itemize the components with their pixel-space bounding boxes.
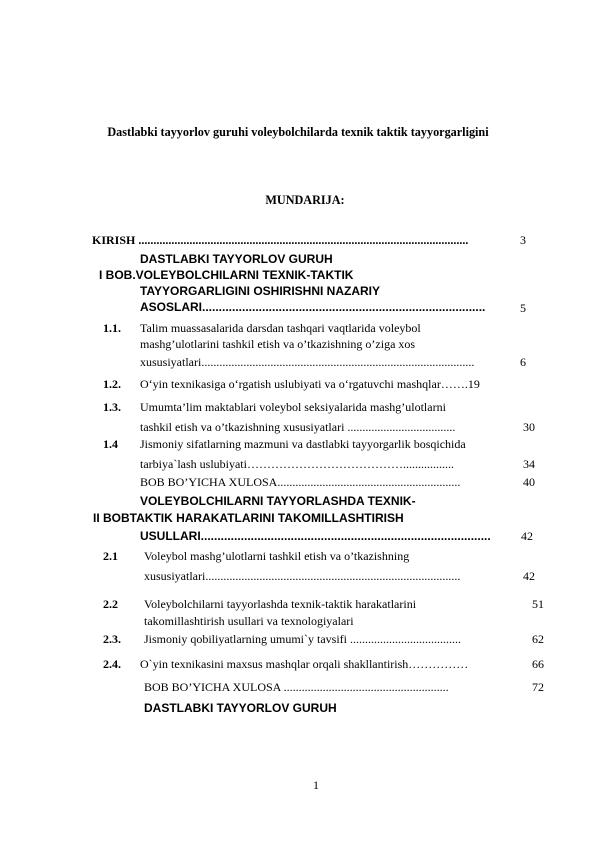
toc-section-2-4-page: 66 bbox=[532, 657, 544, 671]
toc-intro: KIRISH .............................................................................................................. bbox=[92, 233, 469, 247]
toc-intro-page: 3 bbox=[520, 233, 526, 247]
toc-section-2-2-line1: Voleybolchilarni tayyorlashda texnik-taktik harakatlarini bbox=[144, 597, 417, 611]
toc-section-1-1-page: 6 bbox=[520, 355, 526, 369]
toc-chapter1-page: 5 bbox=[520, 301, 526, 315]
toc-section-1-2-line1: O‘yin texnikasiga o‘rgatish uslubiyati va o‘rgatuvchi mashqlar…….19 bbox=[140, 377, 480, 391]
toc-chapter1-line3: TAYYORGARLIGINI OSHIRISHNI NAZARIY bbox=[140, 284, 381, 298]
toc-section-1-2-number: 1.2. bbox=[103, 377, 121, 391]
toc-section-1-1-line2: mashg’ulotlarini tashkil etish va o’tkazishning o’ziga xos bbox=[140, 337, 416, 351]
toc-chapter2-conclusion-page: 72 bbox=[532, 680, 544, 694]
toc-section-1-3-line2: tashkil etish va o’tkazishning xususiyatlari .................................... bbox=[140, 420, 456, 434]
toc-section-2-2-line2: takomillashtirish usullari va texnologiyalari bbox=[144, 614, 354, 628]
toc-chapter2-line3: USULLARI....................................................................................... bbox=[140, 529, 491, 543]
toc-section-2-1-line2: xususiyatlari..................................................................................... bbox=[144, 569, 461, 583]
toc-section-1-4-number: 1.4 bbox=[103, 437, 118, 451]
page-number: 1 bbox=[313, 778, 319, 792]
toc-section-2-1-line1: Voleybol mashg’ulotlarni tashkil etish va o’tkazishning bbox=[144, 549, 410, 563]
toc-section-1-3-line1: Umumta’lim maktablari voleybol seksiyalarida mashg’ulotlarni bbox=[140, 400, 446, 414]
toc-section-1-1-line3: xususiyatlari........................................................................................... bbox=[140, 355, 475, 369]
toc-chapter3-line1: DASTLABKI TAYYORLOV GURUH bbox=[144, 701, 337, 715]
toc-section-2-1-number: 2.1 bbox=[103, 549, 118, 563]
document-title: Dastlabki tayyorlov guruhi voleybolchilarda texnik taktik tayyorgarligini bbox=[107, 125, 489, 139]
toc-section-1-4-line1: Jismoniy sifatlarning mazmuni va dastlabki tayyorgarlik bosqichida bbox=[140, 437, 466, 451]
toc-chapter2-page: 42 bbox=[521, 529, 533, 543]
toc-section-1-3-number: 1.3. bbox=[103, 400, 121, 414]
toc-section-1-1-number: 1.1. bbox=[103, 321, 121, 335]
toc-section-1-1-line1: Talim muassasalarida darsdan tashqari vaqtlarida voleybol bbox=[140, 321, 421, 335]
toc-section-2-3-number: 2.3. bbox=[103, 632, 121, 646]
toc-chapter1-conclusion: BOB BO’YICHA XULOSA............................................................. bbox=[140, 475, 461, 489]
toc-section-2-2-number: 2.2 bbox=[103, 597, 118, 611]
toc-section-2-3-line1: Jismoniy qobiliyatlarning umumi`y tavsifi ..................................... bbox=[144, 632, 461, 646]
toc-chapter1-conclusion-page: 40 bbox=[523, 475, 535, 489]
toc-chapter2-line1: VOLEYBOLCHILARNI TAYYORLASHDA TEXNIK- bbox=[140, 494, 416, 508]
toc-section-1-3-page: 30 bbox=[523, 420, 535, 434]
toc-section-2-4-number: 2.4. bbox=[103, 657, 121, 671]
toc-section-2-3-page: 62 bbox=[532, 632, 544, 646]
toc-section-1-4-line2: tarbiya`lash uslubiyati…………………………………................. bbox=[140, 457, 454, 471]
toc-section-2-1-page: 42 bbox=[523, 569, 535, 583]
toc-heading: MUNDARIJA: bbox=[265, 193, 345, 207]
toc-chapter1-line4: ASOSLARI..................................................................................... bbox=[140, 300, 486, 314]
toc-section-1-4-page: 34 bbox=[523, 457, 535, 471]
toc-chapter1-line1: DASTLABKI TAYYORLOV GURUH bbox=[140, 252, 333, 266]
toc-section-2-4-line1: O`yin texnikasini maxsus mashqlar orqali shakllantirish…………… bbox=[140, 657, 469, 671]
toc-chapter2-conclusion: BOB BO’YICHA XULOSA ....................................................... bbox=[144, 680, 449, 694]
toc-chapter2-line2: II BOBTAKTIK HARAKATLARINI TAKOMILLASHTIRISH bbox=[93, 511, 404, 525]
toc-section-2-2-page: 51 bbox=[532, 597, 544, 611]
toc-chapter1-line2: I BOB.VOLEYBOLCHILARNI TEXNIK-TAKTIK bbox=[99, 268, 354, 282]
